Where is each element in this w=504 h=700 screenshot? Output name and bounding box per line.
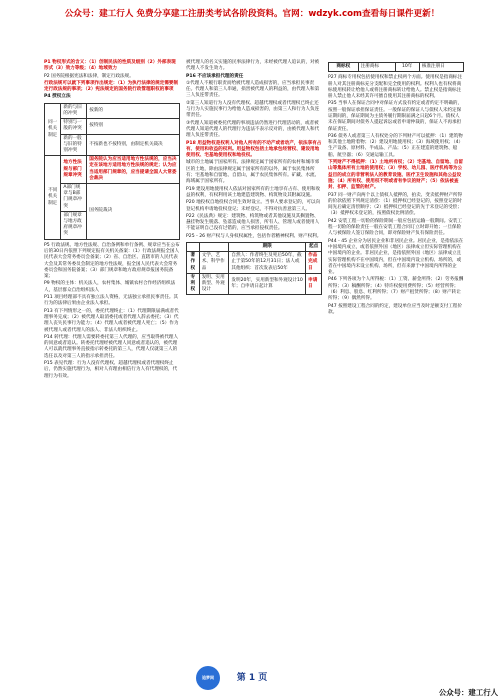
- note-p18b: 城市的土地属于国家所有。法律规定属于国家所有的农村和城市郊区的土地，除由法律规定属于国家所有的以外，属于农民集体所有；宅基地和自留地、自留山，属于农民集体所有。矿藏、水流、海域属于国家所有。: [186, 160, 320, 185]
- note-p44: P44 - 45 企业分为居民企业和非居民企业。居民企业，是指依法在中国境内成立，或者依照外国（地区）法律成立但实际管理机构在中国境内的企业。非居民企业，是指依照外国（地区）法律成立且实际管理机构不在中国境内，但在中国境内设立机构、场所的，或者在中国境内未设立机构、场所，但有来源于中国境内所得的企业。: [328, 238, 464, 276]
- table-cell: 核准注册日: [419, 63, 463, 72]
- page-number: 第 1 页: [236, 673, 268, 683]
- note-c2: ②第三人知道行为人没有代理权、超越代理权或者代理权已终止还与行为人实施民事行为给他人造成损害的，由第三人和行为人负连带责任。: [186, 100, 320, 119]
- table-cell: 同一机关制定: [45, 103, 61, 155]
- table-cell: 作品完成日: [306, 252, 322, 274]
- table-cell: 自然人：作者终生及死后50年，截止于第50年的12月31日；法人或其他组织：首次发表后50年: [229, 252, 306, 274]
- note-p18: P18 用益物权是权利人对他人所有的不动产或者动产，依法享有占有、使用和收益的权利。用益物权包括土地承包经营权、建设用地使用权、宅基地使用权和地役权。: [186, 140, 322, 159]
- note-p20: P20 地役权自地役权合同生效时设立。当事人要求登记的，可以向登记机构申请地役权登记；未经登记，不得对抗善意第三人。: [186, 200, 321, 212]
- table-cell: 新的一般与旧的特别冲突: [61, 134, 87, 156]
- table-row: [45, 103, 180, 118]
- table-row: [45, 184, 180, 212]
- table-cell: 商标权: [329, 63, 359, 72]
- table-cell: 特别与一般的冲突: [61, 119, 87, 134]
- table-cell: 发明20年，实用新型和外观设计10年；自申请日起计算: [229, 273, 306, 295]
- table-cell: 不同机关制定: [45, 156, 61, 239]
- note-top: 被代理人的名义实施的民事法律行为，未经被代理人追认的，对被代理人不发生效力。: [186, 60, 320, 72]
- ip-term-table: [186, 242, 322, 295]
- table-cell: 期限: [229, 243, 306, 252]
- note-p36b: 下列财产不得抵押：（1）土地所有权；（2）宅基地、自留地、自留山等集体所有土地的使用权；（3）学校、幼儿园、医疗机构等为公益目的成立的非营利法人的教育设施、医疗卫生设施和其他公益设施；（4）所有权、使用权不明或者有争议的财产；（5）依法被查封、扣押、监管的财产。: [328, 160, 464, 191]
- note-p27: P27 商标专用权包括使用权和禁止权两个方面。使用权是指商标注册人对其注册商标充分支配和完全使用的权利。权利人也有权将商标使用权转让给他人或将注册商标转让给他人。禁止权是指商标注册人禁止他人未经其许可擅自使用其注册商标的权利。: [328, 75, 463, 100]
- top-banner: 公众号：建工行人 免费分享建工注册类考试各阶段资料。官网：wdzyk.com查看每日课件更新！: [64, 9, 440, 19]
- note-c3: ③代理人知道被委托代理的事项违法仍然进行代理活动的，或者被代理人知道代理人的代理行为违法不表示反对的，由被代理人和代理人负连带责任。: [186, 120, 320, 139]
- table-cell: 专利权: [187, 273, 200, 295]
- note-p1: P1 物权形式的含义：（1）创制民法的性质及级别（2）外部表现形式（3）效力等级；（4）地域效力: [44, 60, 176, 72]
- note-p2: P2 国务院根据宪法和法律，制定行政法规。: [44, 73, 134, 79]
- note-p22: P22《民法典》规定：建筑物、构筑物或者其他设施及其搁置物、悬挂物发生脱落、坠落造成他人损害，所有人、管理人或者使用人不能证明自己没有过错的，应当承担侵权责任。: [186, 213, 320, 232]
- note-p19: P19 建设用地使用权人依法对国家所有的土地享有占有、使用和收益的权利，有权利用该土地建造建筑物、构筑物及其附属设施。: [186, 186, 321, 198]
- note-p25: P25 - 26 财产权与人身权权属性，包括作者精神权利、财产权利。: [186, 233, 322, 239]
- note-p14: P14 转代理：代理人需要转委托第三人代理的，应当取得被代理人的同意或者追认。转委托代理经被代理人同意或者追认的，被代理人可以就代理事务直接指示转委托的第三人，代理人仅就第三人的选任以及对第三人的指示承担责任。: [44, 334, 179, 359]
- conflict-rules-table: [44, 103, 180, 240]
- note-p15: P15 表见代理：行为人没有代理权、超越代理权或者代理权终止后，仍然实施代理行为，相对人有理由相信行为人有代理权的，代理行为有效。: [44, 360, 178, 379]
- table-cell: 发明、实用新型、外观设计: [199, 273, 229, 295]
- watermark: 公众号：建工行人: [438, 688, 498, 697]
- note-p4: P4 授权立法: [44, 94, 71, 100]
- column-middle: [186, 60, 322, 298]
- note-p9: P9 物权的主体：机关法人，农村集体、城镇农村合作经济组织法人，基层群众自治组织法人: [44, 281, 176, 293]
- site-logo-icon: 追梦网: [196, 666, 220, 690]
- note-p11: P11 项目经理部不具有独立法人资格，无法独立承担民事责任。其行为的法律后果由企业法人承担。: [44, 295, 179, 307]
- note-p13: P13 有下列情形之一的，委托代理终止：（1）代理期限届满或者代理事务完成；（2）被代理人取消委托或者代理人辞去委托；（3）代理人丧失民事行为能力；（4）代理人或者被代理人死亡；（5）作为被代理人或者代理人的法人、非法人组织终止。: [44, 308, 179, 333]
- note-p2b: 行政法规可以就下列事项作出规定：（1）为执行法律的规定需要制定行政法规的事项；（2）宪法规定的国务院行政管理职权的事项: [44, 80, 179, 93]
- note-p5: P5 行政法规、地方性法规、自治条例和单行条例、规章应当在公布后的30日内依照下列规定报有关机关备案：（1）行政法规报全国人民代表大会常务委员会备案；（2）省、自治区、直辖市的人民代表大会及其常务委员会制定的地方性法规，报全国人民代表大会常务委员会和国务院备案；（3）部门规章和地方政府规章报国务院备案；: [44, 242, 180, 280]
- table-cell: 按特别: [87, 119, 180, 134]
- table-row: [187, 273, 322, 295]
- column-left: [44, 60, 180, 381]
- table-cell: 申请日: [306, 273, 322, 295]
- table-cell: 不按新也不按特别，由制定机关裁决: [87, 134, 180, 156]
- table-cell: 文学、艺术、科学作品: [199, 252, 229, 274]
- note-p37: P37 同一财产向两个以上债权人抵押的，拍卖、变卖抵押财产所得的价款依照下列规定清偿：（1）抵押权已经登记的，按照登记的时间先后确定清偿顺序；（2）抵押权已经登记的先于未登记的受偿；（3）抵押权未登记的，按照债权比例清偿。: [328, 192, 463, 217]
- note-p35: P35 当事人在保证合同中对保证方式没有约定或者约定不明确的，按照一般保证承担保证责任。一般保证的保证人与债权人未约定保证期间的，保证期间为主债务履行期限届满之日起6个月。债权人未在保证期间对债务人提起诉讼或者申请仲裁的，保证人不再承担保证责任。: [328, 101, 463, 132]
- table-row: [45, 156, 180, 184]
- table-row: [45, 119, 180, 134]
- note-p47: P47 按照建设工程合同的约定，建设单位应当及时足额支付工程价款。: [328, 303, 463, 315]
- column-right: [328, 60, 464, 317]
- table-row: [45, 134, 180, 156]
- note-p36: P36 债务人或者第三人有权处分的下列财产可以抵押：（1）建筑物和其他土地附着物；（2）建设用地使用权；（3）海域使用权；（4）生产设备、原材料、半成品、产品；（5）正在建造的建筑物、船舶、航空器；（6）交通运输工具。: [328, 133, 464, 158]
- table-cell: 著作权: [187, 252, 200, 274]
- table-row: [329, 63, 464, 72]
- note-p42: P42 安装工程一切险的保险期间一般应包括运输一般期间。安装工程一切险的保险责任一般在安装工程合同订立时即开始；一旦保险人与被保险人签订保险合同，即对保险财产负有保险责任。: [328, 218, 463, 237]
- note-c1: ①代理人不履行职责而给被代理人造成损害的，应当承担民事责任。代理人和第三人串通，损害被代理人的利益的，由代理人和第三人负连带责任。: [186, 80, 320, 99]
- table-cell: 国务院裁决: [87, 184, 180, 240]
- table-cell: 部门规章与地方政府规章冲突: [61, 211, 87, 239]
- table-cell: 国务院认为应当适用地方性法规的，应当决定在该地方适用地方性法规的规定；认为应当适用部门规章的，应当提请全国人大常委会裁决: [87, 156, 180, 184]
- table-header-row: [187, 243, 322, 252]
- table-cell: [199, 243, 229, 252]
- table-cell: 新的与旧的冲突: [61, 103, 87, 118]
- table-cell: [187, 243, 200, 252]
- table-cell: 10年: [395, 63, 419, 72]
- table-cell: 地方性法规与部门规章冲突: [61, 156, 87, 184]
- note-p16: P16 不应该承担代理的责任: [186, 73, 244, 79]
- table-cell: 起点: [306, 243, 322, 252]
- table-cell: 按新的: [87, 103, 180, 118]
- trademark-table: [328, 62, 464, 72]
- table-cell: 注册商标: [358, 63, 395, 72]
- note-p46: P46 下列各项为个人所得税：（1）工资、薪金所得；（2）劳务报酬所得；（3）稿酬所得；（4）特许权使用费所得；（5）经营所得；（6）利息、股息、红利所得；（7）财产租赁所得；（8）财产转让所得；（9）偶然所得。: [328, 277, 464, 302]
- table-cell: A部门规章与B部门规章冲突: [61, 184, 87, 212]
- table-row: [187, 252, 322, 274]
